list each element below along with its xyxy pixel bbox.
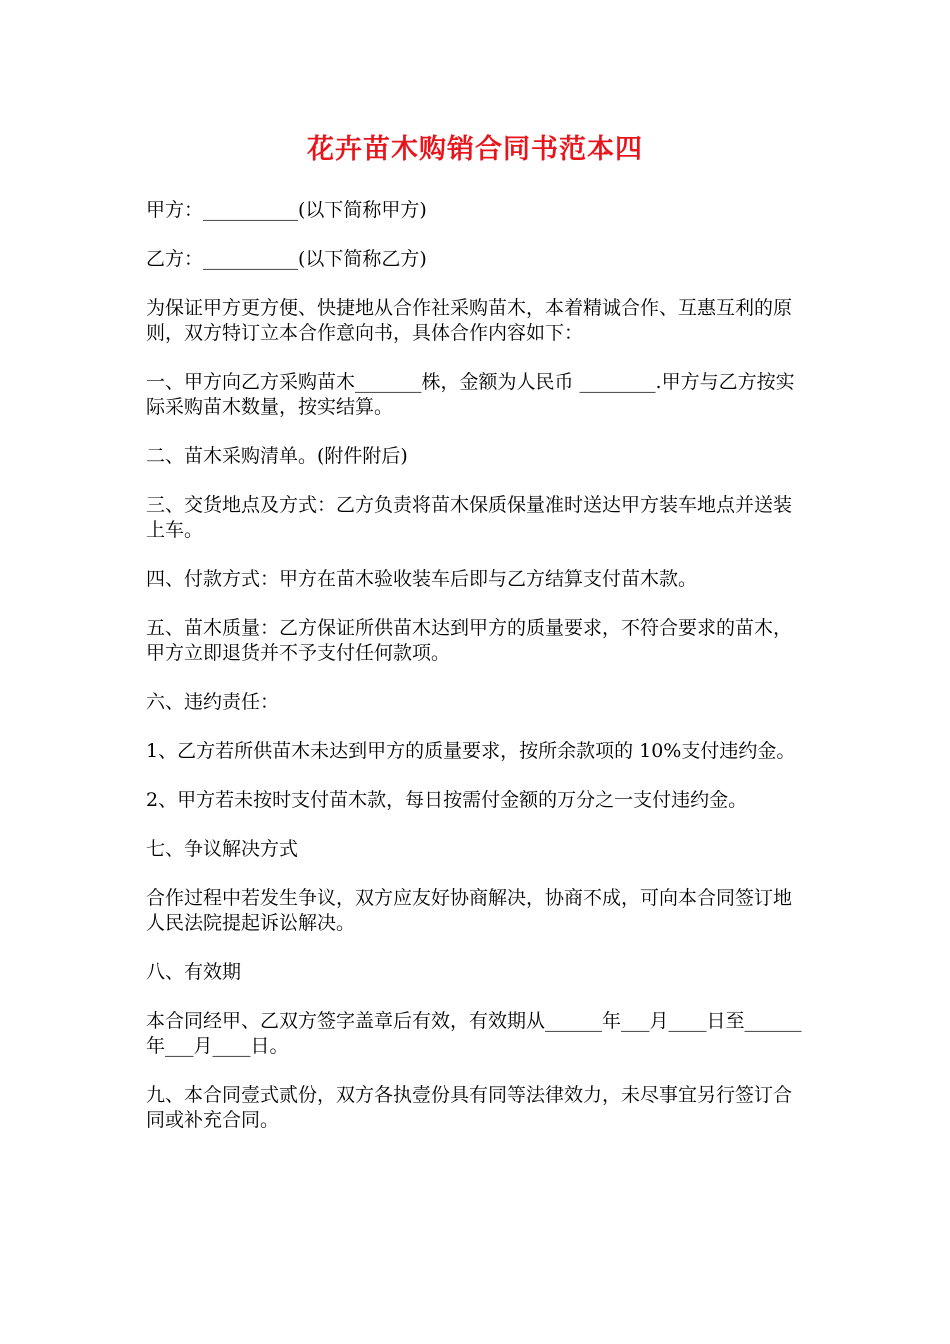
clause-7-dispute-heading: 七、争议解决方式 — [146, 838, 299, 860]
clause-8-validity-heading: 八、有效期 — [146, 961, 242, 983]
clause-9-copies: 九、本合同壹式贰份，双方各执壹份具有同等法律效力，未尽事宜另行签订合同或补充合同。 — [146, 1084, 793, 1131]
clause-6-liability-heading: 六、违约责任： — [146, 691, 280, 713]
preamble-paragraph: 为保证甲方更方便、快捷地从合作社采购苗木，本着精诚合作、互惠互利的原则，双方特订立本合作意向书，具体合作内容如下： — [146, 297, 793, 344]
party-b-line: 乙方：__________(以下简称乙方) — [146, 248, 427, 270]
clause-7-dispute-text: 合作过程中若发生争议，双方应友好协商解决，协商不成，可向本合同签订地人民法院提起诉讼解决。 — [146, 887, 793, 934]
clause-3-delivery: 三、交货地点及方式：乙方负责将苗木保质保量准时送达甲方装车地点并送装上车。 — [146, 494, 793, 541]
clause-6-item-2: 2、甲方若未按时支付苗木款，每日按需付金额的万分之一支付违约金。 — [146, 789, 748, 811]
clause-5-quality: 五、苗木质量：乙方保证所供苗木达到甲方的质量要求，不符合要求的苗木，甲方立即退货并不予支付任何款项。 — [146, 617, 793, 664]
clause-2-list: 二、苗木采购清单。(附件附后) — [146, 445, 408, 467]
clause-8-validity-text: 本合同经甲、乙双方签字盖章后有效，有效期从______年___月____日至______年___月____日。 — [146, 1010, 802, 1057]
document-body — [146, 198, 810, 1157]
clause-6-item-1: 1、乙方若所供苗木未达到甲方的质量要求，按所余款项的 10%支付违约金。 — [146, 740, 796, 762]
document-title: 花卉苗木购销合同书范本四 — [307, 134, 643, 165]
clause-4-payment: 四、付款方式：甲方在苗木验收装车后即与乙方结算支付苗木款。 — [146, 568, 698, 590]
clause-1-purchase: 一、甲方向乙方采购苗木_______株，金额为人民币 ________.甲方与乙方按实际采购苗木数量，按实结算。 — [146, 371, 795, 418]
party-a-line: 甲方：__________(以下简称甲方) — [146, 199, 427, 221]
